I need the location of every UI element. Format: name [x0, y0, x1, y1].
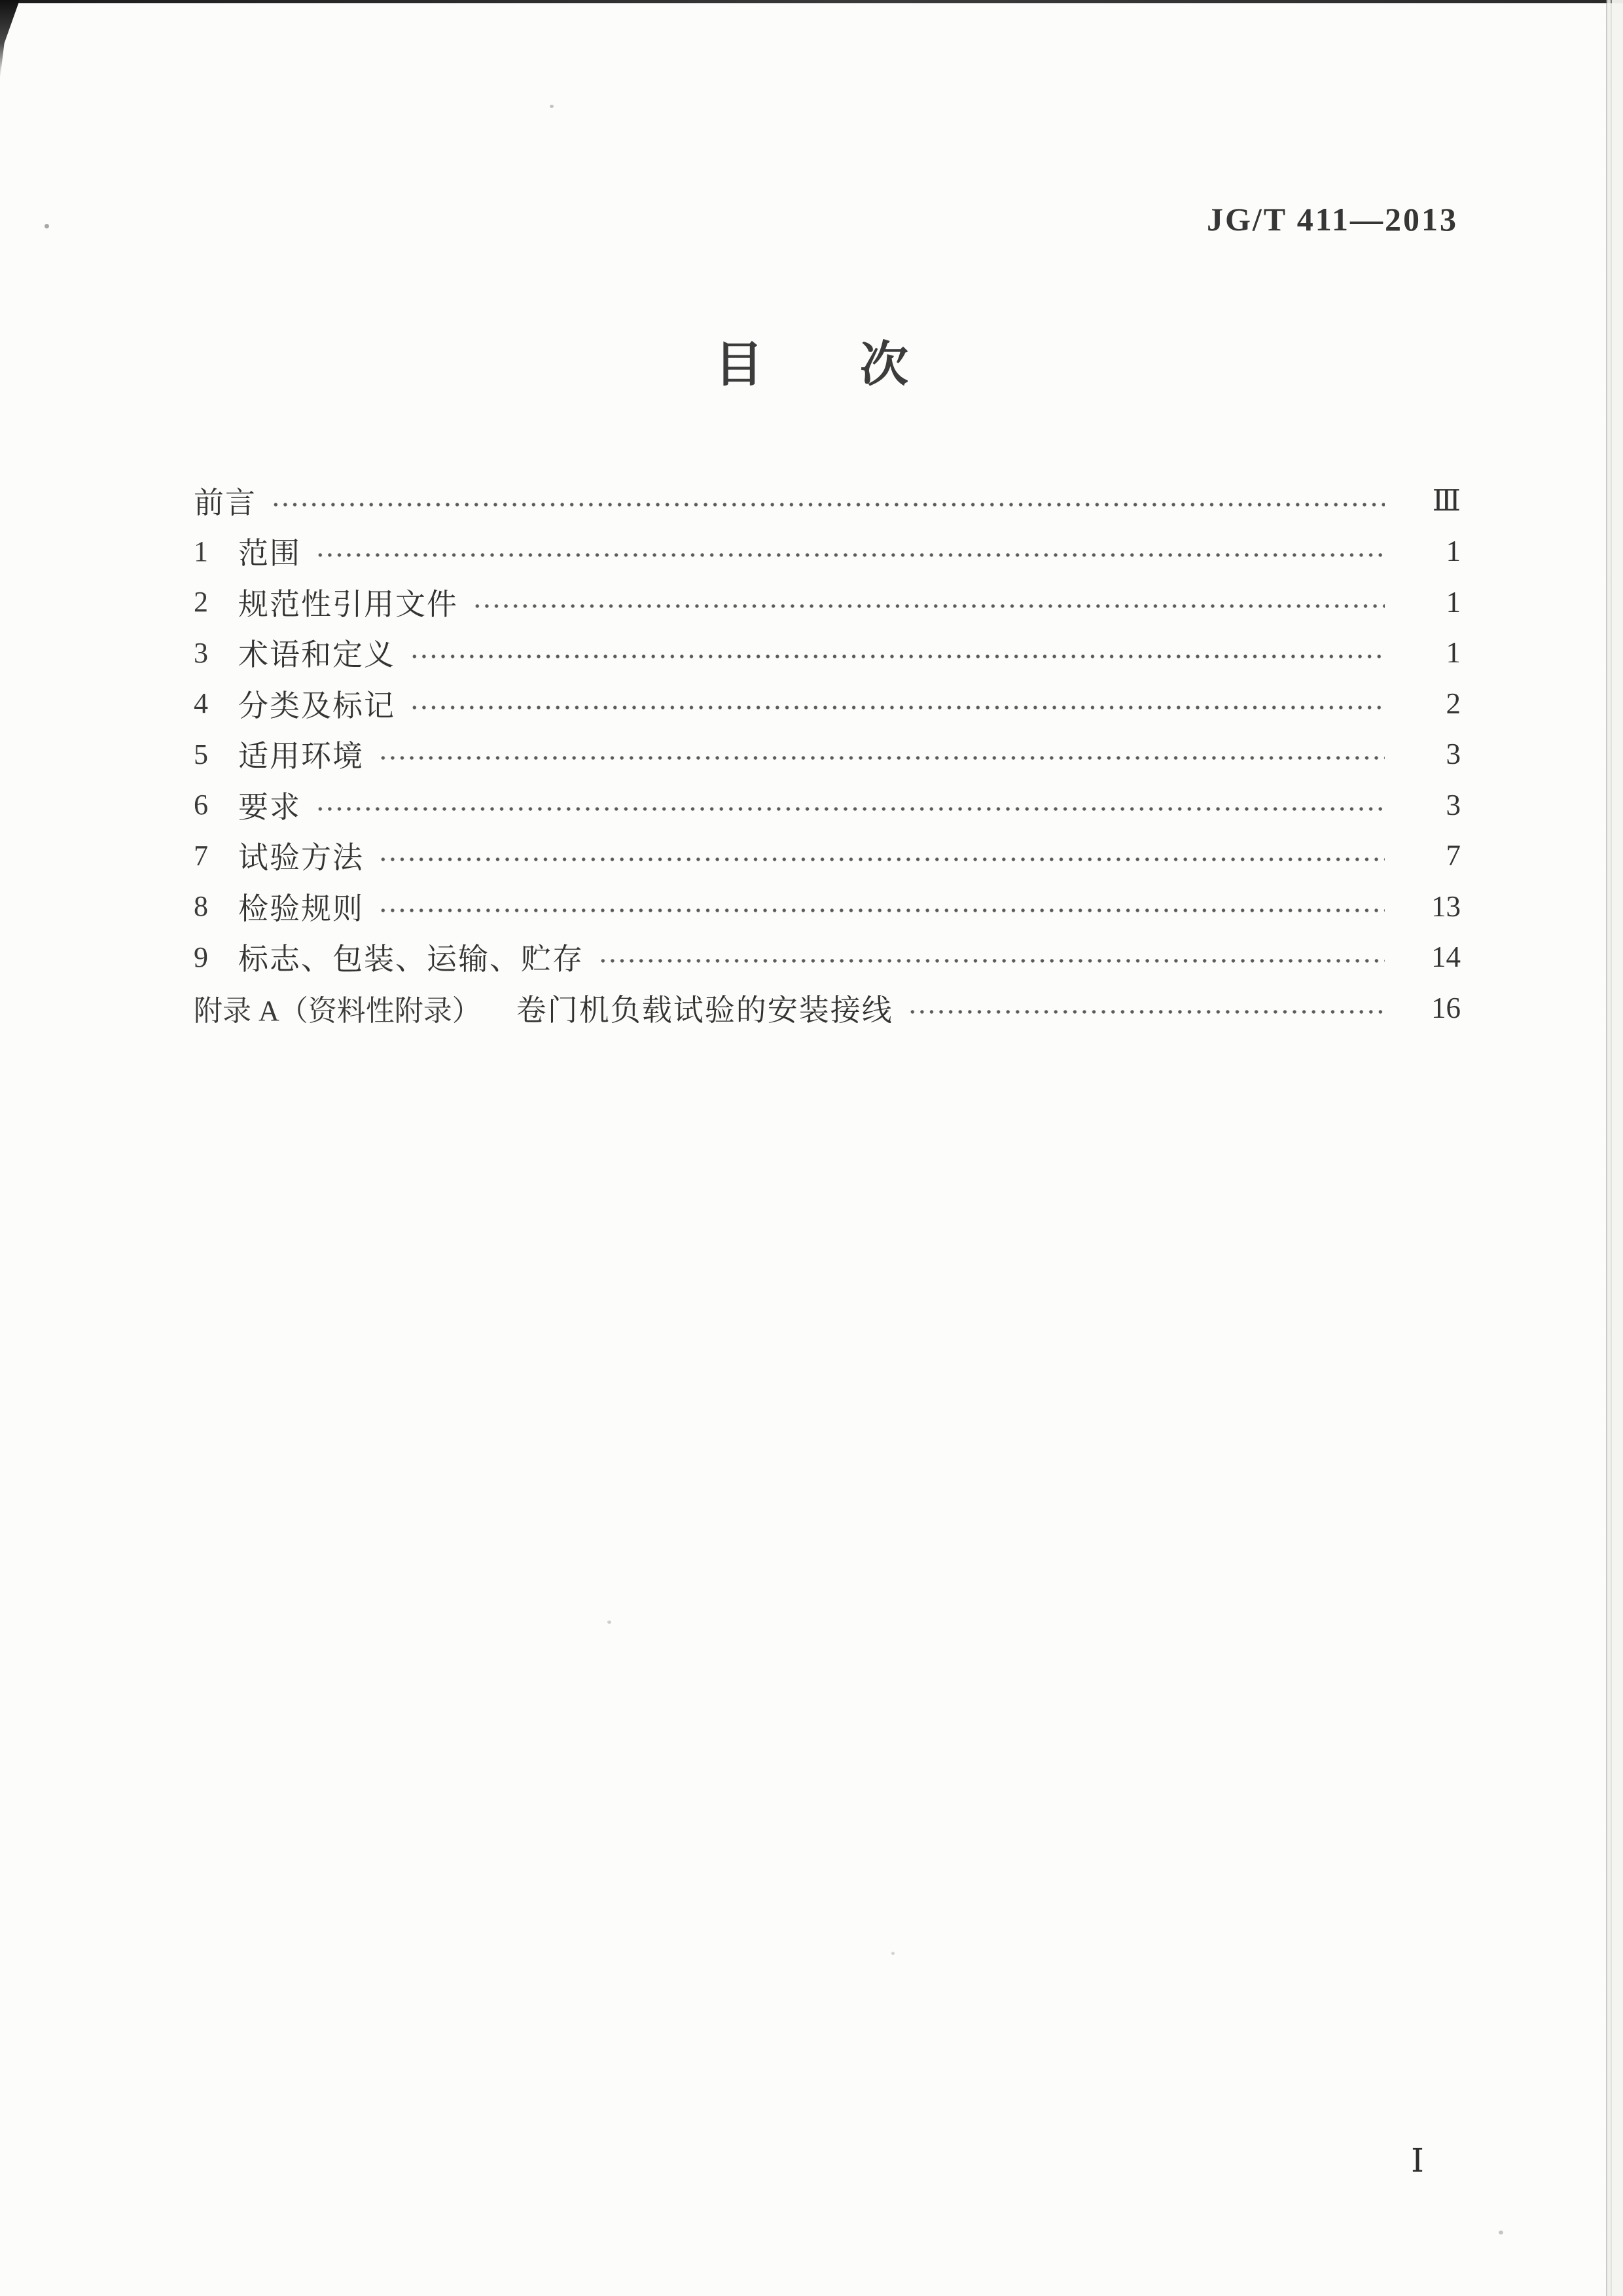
- toc-entry: [194, 780, 1461, 831]
- toc-entry-number: 7: [194, 839, 208, 872]
- toc-entry-page: 1: [1446, 636, 1461, 670]
- dot-leader: [378, 755, 1385, 761]
- toc-entry-label: 术语和定义: [238, 638, 395, 672]
- dot-leader: [598, 958, 1385, 964]
- toc-entry: [194, 729, 1461, 780]
- dot-leader: [315, 806, 1385, 812]
- toc-entry-number: 2: [194, 586, 208, 619]
- toc-entry-number: 3: [194, 636, 208, 669]
- toc-entry-label: 要求: [238, 790, 301, 824]
- toc-entry-label: 规范性引用文件: [238, 587, 458, 621]
- toc-entry: [194, 526, 1461, 577]
- page-title: [0, 326, 1623, 395]
- scan-artifact-top-line: [0, 0, 1623, 3]
- dot-leader: [271, 501, 1385, 508]
- toc-entry-page: 16: [1431, 991, 1461, 1024]
- toc-entry: [194, 831, 1461, 882]
- scan-speck: [550, 105, 554, 108]
- toc-entry-label: 分类及标记: [238, 689, 395, 723]
- dot-leader: [315, 552, 1385, 558]
- dot-leader: [410, 653, 1385, 660]
- toc-entry-label: 标志、包装、运输、贮存: [238, 942, 584, 977]
- dot-leader: [410, 704, 1385, 711]
- toc-entry-label: 前言: [194, 486, 257, 520]
- toc-entry: [194, 475, 1461, 526]
- toc-entry-label: 适用环境: [238, 740, 364, 774]
- dot-leader: [378, 907, 1385, 914]
- scan-speck: [891, 1952, 895, 1955]
- toc-entry-page: 13: [1431, 889, 1461, 923]
- toc-entry: [194, 577, 1461, 628]
- toc-entry-number: 9: [194, 941, 208, 973]
- toc-entry: [194, 982, 1461, 1033]
- toc-entry-label: 检验规则: [238, 891, 364, 925]
- toc-entry-label: 范围: [238, 537, 301, 571]
- toc-entry-label: 卷门机负载试验的安装接线: [516, 993, 893, 1027]
- toc-entry-number: 1: [194, 535, 208, 567]
- toc-entry-page: 1: [1446, 585, 1461, 619]
- toc-entry-page: Ⅲ: [1432, 484, 1461, 518]
- toc-entry-number: 6: [194, 789, 208, 821]
- toc-entry: [194, 881, 1461, 932]
- toc-entry-page: 1: [1446, 535, 1461, 568]
- toc-entry-number: 8: [194, 890, 208, 923]
- toc-entry-page: 3: [1446, 788, 1461, 821]
- page-title-text: 目次: [715, 338, 1005, 392]
- dot-leader: [378, 856, 1385, 863]
- toc-entry-number: 附录 A（资料性附录）: [194, 994, 481, 1027]
- toc-entry-page: 3: [1446, 738, 1461, 771]
- scan-speck: [607, 1621, 611, 1624]
- dot-leader: [473, 603, 1385, 609]
- toc-entry-page: 7: [1446, 839, 1461, 872]
- toc-entry-page: 2: [1446, 687, 1461, 720]
- toc-entry: [194, 628, 1461, 679]
- toc-entry-page: 14: [1431, 941, 1461, 974]
- page-number-folio: Ⅰ: [1411, 2142, 1424, 2179]
- toc-entry: [194, 678, 1461, 729]
- toc-entry-label: 试验方法: [238, 841, 364, 875]
- standard-code-header: JG/T 411—2013: [1207, 201, 1458, 238]
- toc-entry-number: 4: [194, 687, 208, 720]
- toc-list: [194, 475, 1461, 1033]
- toc-entry-number: 5: [194, 738, 208, 770]
- scan-artifact-corner-wedge: [0, 0, 20, 79]
- scan-speck: [1499, 2231, 1503, 2234]
- scan-speck: [45, 224, 49, 228]
- toc-entry: [194, 932, 1461, 983]
- dot-leader: [908, 1009, 1385, 1015]
